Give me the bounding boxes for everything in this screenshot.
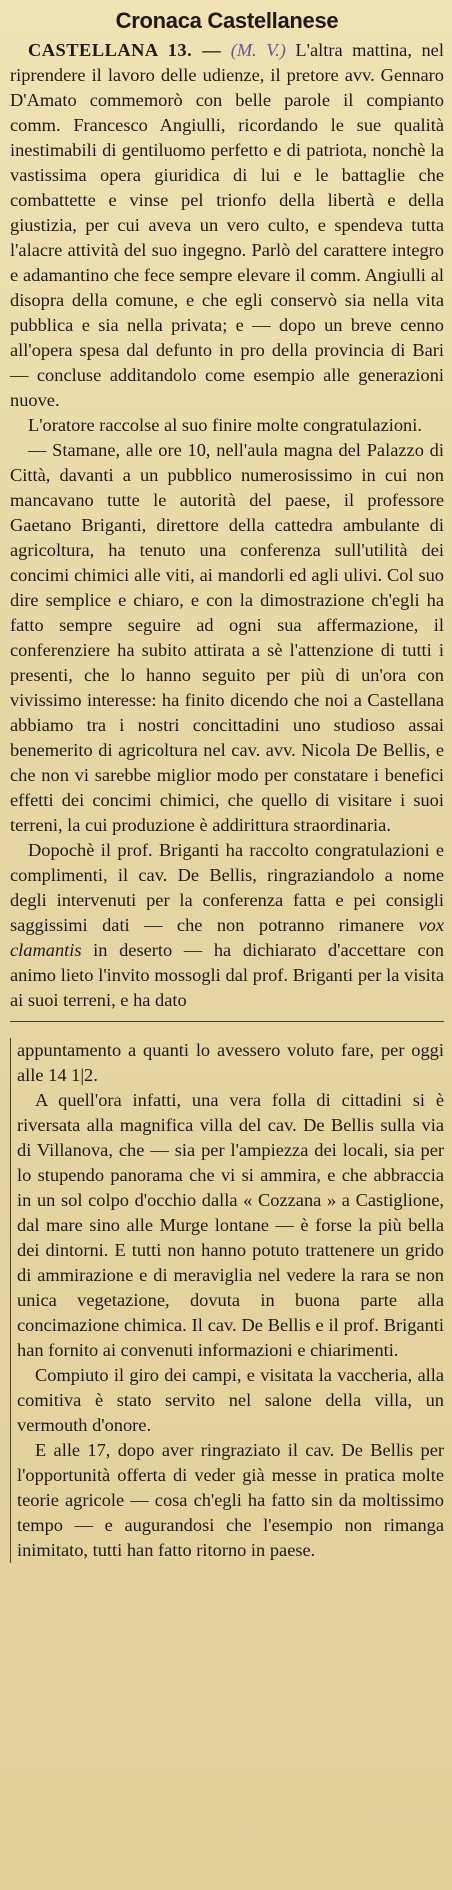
column-divider	[10, 1021, 444, 1032]
paragraph-1-text: L'altra mattina, nel riprendere il lavoro delle udienze, il pretore avv. Gennaro D'Amato commemorò con belle parole il compianto comm. Francesco Angiulli, ricordando le sue qualità inestimabili di gentiluomo perfetto e di patriota, nonchè la vastissima opera giuridica di lui e le battaglie che combattette e vinse pel trionfo della libertà e della giustizia, per cui aveva un vero culto, e spendeva tutta l'alacre attività del suo ingegno. Parlò del carattere integro e adamantino che fece sempre elevare il comm. Angiulli al disopra della comune, e che egli conservò sia nella vita pubblica e sia nella privata; e — dopo un breve cenno all'opera spesa dal defunto in pro della provincia di Bari — concluse additandolo come esempio alle generazioni nuove.	[10, 40, 444, 410]
paragraph-6: A quell'ora infatti, una vera folla di cittadini si è riversata alla magnifica villa del cav. De Bellis sulla via di Villanova, che — sia per l'ampiezza dei locali, sia per lo stupendo panorama che vi si ammira, e che abbraccia in un sol colpo d'occhio dalla « Cozzana » a Castiglione, dal mare sino alle Murge lontane — è forse la più bella dei dintorni. E tutti non hanno potuto trattenere un grido di ammirazione e di meraviglia nel vedere la rara se non unica vegetazione, dovuta in buona parte alla concimazione chimica. Il cav. De Bellis e il prof. Briganti han fornito ai convenuti informazioni e chiarimenti.	[17, 1090, 444, 1360]
dateline: CASTELLANA 13. —	[28, 40, 222, 60]
paragraph-4-text-b: in deserto — ha dichiarato d'accettare con animo lieto l'invito mossogli dal prof. Briganti per la visita ai suoi terreni, e ha dato	[10, 940, 444, 1010]
paragraph-4-text-a: Dopochè il prof. Briganti ha raccolto congratulazioni e complimenti, il cav. De Bellis, ringraziandolo a nome degli intervenuti per la conferenza fatta e pei consigli saggissimi dati — che non potranno rimanere	[10, 840, 444, 935]
article-body	[10, 38, 444, 1563]
paragraph-8: E alle 17, dopo aver ringraziato il cav. De Bellis per l'opportunità offerta di veder già messe in pratica molte teorie agricole — cosa ch'egli ha fatto sin da moltissimo tempo — e augurandosi che l'esempio non rimanga inimitato, tutti han fatto ritorno in paese.	[17, 1440, 444, 1560]
paragraph-1	[10, 38, 444, 413]
article-continuation	[10, 1038, 444, 1563]
paragraph-2: L'oratore raccolse al suo finire molte congratulazioni.	[28, 415, 422, 435]
paragraph-5: appuntamento a quanti lo avessero voluto fare, per oggi alle 14 1|2.	[17, 1040, 444, 1085]
paragraph-4	[10, 838, 444, 1013]
paragraph-7: Compiuto il giro dei campi, e visitata la vaccheria, alla comitiva è stato servito nel salone della villa, un vermouth d'onore.	[17, 1365, 444, 1435]
paragraph-3: — Stamane, alle ore 10, nell'aula magna del Palazzo di Città, davanti a un pubblico numerosissimo in cui non mancavano tutte le autorità del paese, il professore Gaetano Briganti, direttore della cattedra ambulante di agricoltura, ha tenuto una conferenza sull'utilità dei concimi chimici alle viti, ai mandorli ed agli ulivi. Col suo dire semplice e chiaro, e con la dimostrazione ch'egli ha fatto sempre seguire ad ogni sua affermazione, il conferenziere ha subito attirata a sè l'attenzione di tutti i presenti, che lo hanno seguito per più di un'ora con vivissimo interesse: ha finito dicendo che noi a Castellana abbiamo tra i nostri concittadini uno studioso assai benemerito di agricoltura nel cav. avv. Nicola De Bellis, e che non vi sarebbe miglior modo per constatare i benefici effetti dei concimi chimici, che quello di visitare i suoi terreni, la cui produzione è addirittura straordinaria.	[10, 440, 444, 835]
latin-phrase: vox clamantis	[10, 915, 444, 960]
byline: (M. V.)	[230, 40, 286, 60]
page-title: Cronaca Castellanese	[115, 8, 339, 33]
